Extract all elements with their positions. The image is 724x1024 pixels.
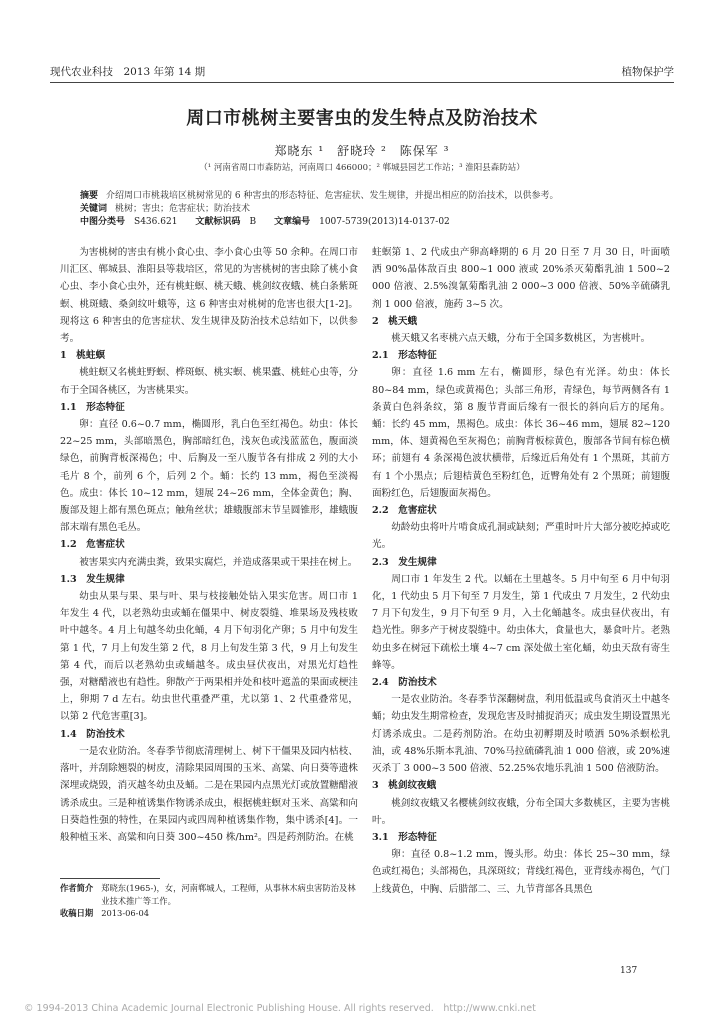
left-column — [60, 244, 358, 846]
paragraph: 卵：直径 0.8~1.2 mm，馒头形。幼虫：体长 25~30 mm，绿色或红褐色；头部褐色，具深斑纹；背线红褐色，亚背线赤褐色，气门上线黄色，中胸、后腊部二、三、九节背部各具黑色 — [372, 849, 670, 895]
author-bio-row — [60, 882, 358, 907]
paragraph: 一是农业防治。冬春季节彻底清理树上、树下干僵果及园内枯枝、落叶，并刮除翘裂的树皮，清除果园周围的玉米、高粱、向日葵等遗株深埋或烧毁，消灭越冬幼虫及蛹。二是在果园内点黑光灯或放置糖醋液诱杀成虫。三是种植诱集作物诱杀成虫，根据桃蛀螟对玉米、高粱和向日葵趋性强的特性，在果园内或四周种植诱集作物，集中诱杀[4]。一般种植玉米、高粱和向日葵 300~450 株/hm²。四是药剂防治。在桃 — [60, 745, 358, 843]
subsection-heading: 1.2 危害症状 — [60, 539, 125, 551]
article-number-value: 1007-5739(2013)14-0137-02 — [319, 217, 450, 227]
article-meta — [80, 190, 644, 229]
received-date-label: 收稿日期 — [60, 908, 94, 918]
author-bio-text: 郑晓东(1965-)，女，河南郸城人，工程师，从事林木病虫害防治及林业技术推广等工作。 — [101, 883, 356, 906]
doc-code-value: B — [249, 217, 257, 227]
keywords-row — [80, 203, 644, 216]
intro-paragraph: 为害桃树的害虫有桃小食心虫、李小食心虫等 50 余种。在周口市川汇区、郸城县、淮阳县等栽培区，常见的为害桃树的害虫除了桃小食心虫、李小食心虫外，还有桃蛀螟、桃天蛾、桃剑纹夜蛾、桃白条紫斑螟、桃斑蛾、桑剑纹叶蛾等，这 6 种害虫对桃树的危害也很大[1-2]。现将这 6 种害虫的危害症状、发生规律及防治技术总结如下，以供参考。 — [60, 247, 358, 345]
section-name: 植物保护学 — [621, 66, 674, 78]
paragraph: 卵：直径 0.6~0.7 mm，椭圆形，乳白色至红褐色。幼虫：体长 22~25 mm，头部暗黑色，胸部暗红色，浅灰色或浅蓝蓝色，腹面淡绿色，前胸背板深褐色；中、后胸及一至八腹节各有排成 2 列的大小毛片 8 个，前列 6 个，后列 2 个。蛹：长约 13 mm，褐色至淡褐色。成虫：体长 10~12 mm，翅展 24~26 mm，全体金黄色；胸、腹部及翅上都有黑色斑点；触角丝状；雄蛾腹部末节呈圆锥形，雄蛾腹部末端有黑色毛丛。 — [60, 419, 358, 534]
subsection-heading: 1.4 防治技术 — [60, 728, 125, 740]
subsection-heading: 1.3 发生规律 — [60, 573, 125, 585]
paragraph: 幼龄幼虫将叶片啃食成孔洞或缺刻；严重时叶片大部分被吃掉或吃光。 — [372, 522, 670, 551]
paragraph: 桃天蛾又名枣桃六点天蛾，分布于全国多数桃区，为害桃叶。 — [391, 333, 651, 345]
section-heading: 2 桃天蛾 — [372, 315, 418, 327]
keywords-label: 关键词 — [80, 204, 108, 214]
paragraph: 蛀螟第 1、2 代成虫产卵高峰期的 6 月 20 日至 7 月 30 日，叶面喷洒 90%晶体敌百虫 800~1 000 液或 20%杀灭菊酯乳油 1 500~2 000 倍液、2.5%溴氰菊酯乳油 2 000~3 000 倍液、50%辛硫磷乳剂 1 000 倍液，施药 3~5 次。 — [372, 247, 670, 310]
subsection-heading: 3.1 形态特征 — [372, 831, 437, 843]
author-bio-label: 作者简介 — [60, 883, 94, 893]
footnote — [60, 882, 358, 920]
received-date-value: 2013-06-04 — [101, 908, 150, 918]
paragraph: 一是农业防治。冬春季节深翻树盘，利用低温或鸟食消灭土中越冬蛹；幼虫发生期常检查，发现危害及时捕捉消灭；成虫发生期设置黑光灯诱杀成虫。二是药剂防治。在幼虫初孵期及时喷洒 50%杀螟松乳油，或 48%乐斯本乳油、70%马拉硫磷乳油 1 000 倍液，或 20%速灭杀丁 3 000~3 500 倍液、52.25%农地乐乳油 1 500 倍液防治。 — [372, 694, 670, 775]
abstract-text: 介绍周口市桃栽培区桃树常见的 6 种害虫的形态特征、危害症状、发生规律，并提出相应的防治技术，以供参考。 — [106, 191, 559, 201]
section-heading: 1 桃蛀螟 — [60, 350, 106, 362]
subsection-heading: 2.2 危害症状 — [372, 505, 437, 517]
paragraph: 幼虫从果与果、果与叶、果与枝接触处钻入果实危害。周口市 1 年发生 4 代，以老熟幼虫或蛹在僵果中、树皮裂缝、堆果场及残枝败叶中越冬。4 月上旬越冬幼虫化蛹，4 月下旬羽化产卵；5 月中旬发生第 1 代，7 月上旬发生第 2 代，8 月上旬发生第 3 代，9 月上旬发生第 4 代，而后以老熟幼虫或蛹越冬。成虫昼伏夜出，对黑光灯趋性强，对糖醋液也有趋性。卵散产于两果相并处和枝叶遮盖的果面或梗洼上，卵期 7 d 左右。幼虫世代重叠严重，尤以第 1、2 代重叠常见，以第 2 代危害重[3]。 — [60, 591, 358, 723]
clc-value: S436.621 — [134, 217, 178, 227]
section-heading: 3 桃剑纹夜蛾 — [372, 780, 437, 792]
page-number: 137 — [620, 966, 638, 976]
running-header — [50, 64, 674, 80]
header-rule — [50, 82, 674, 83]
clc-label: 中图分类号 — [80, 217, 126, 227]
paragraph: 被害果实内充满虫粪，致果实腐烂，并造成落果或干果挂在树上。 — [79, 556, 358, 568]
subsection-heading: 2.4 防治技术 — [372, 677, 437, 689]
subsection-heading: 2.1 形态特征 — [372, 350, 437, 362]
paragraph: 卵：直径 1.6 mm 左右，椭圆形，绿色有光泽。幼虫：体长 80~84 mm，绿色或黄褐色；头部三角形，青绿色，每节两侧各有 1 条黄白色斜条纹，第 8 腹节背面后缘有一很长的斜向后方的尾角。蛹：长约 45 mm，黑褐色。成虫：体长 36~46 mm，翅展 82~120 mm，体、翅黄褐色至灰褐色；前胸背板棕黄色，腹部各节间有棕色横环；前翅有 4 条深褐色波状横带，后缘近后角处有 1 个黑斑，其前方有 1 个小黑点；后翅桔黄色至粉红色，近臀角处有 2 个黑斑；前翅腹面粉红色，后翅腹面灰褐色。 — [372, 367, 670, 499]
article-number-label: 文章编号 — [274, 217, 311, 227]
paragraph: 桃蛀螟又名桃蛀野螟、桦斑螟、桃实螟、桃果蠹、桃蛀心虫等，分布于全国各桃区，为害桃果实。 — [60, 367, 358, 396]
abstract-label: 摘要 — [80, 191, 99, 201]
footnote-rule — [60, 878, 160, 879]
journal-issue: 现代农业科技 2013 年第 14 期 — [50, 66, 206, 78]
paragraph: 桃剑纹夜蛾又名樱桃剑纹夜蛾，分布全国大多数桃区，主要为害桃叶。 — [372, 797, 670, 826]
subsection-heading: 2.3 发生规律 — [372, 556, 437, 568]
article-title: 周口市桃树主要害虫的发生特点及防治技术 — [186, 108, 538, 129]
classification-row — [80, 216, 644, 229]
keywords-text: 桃树；害虫；危害症状；防治技术 — [115, 204, 251, 214]
copyright-notice: © 1994-2013 China Academic Journal Electronic Publishing House. All rights reserved. http://www.cnki.net — [24, 1003, 536, 1014]
subsection-heading: 1.1 形态特征 — [60, 401, 125, 413]
abstract-row — [80, 190, 644, 203]
right-column — [372, 244, 670, 898]
author-line: 郑晓东 ¹ 舒晓玲 ² 陈保军 ³ — [274, 144, 450, 158]
paragraph: 周口市 1 年发生 2 代。以蛹在土里越冬。5 月中旬至 6 月中旬羽化，1 代幼虫 5 月下旬至 7 月发生，第 1 代成虫 7 月发生，2 代幼虫 7 月下旬发生，9 月下旬至 9 月，入土化蛹越冬。成虫昼伏夜出，有趋光性。卵多产于树皮裂缝中。幼虫体大，食量也大，暴食叶片。老熟幼虫多在树冠下疏松土壤 4~7 cm 深处做土室化蛹，幼虫天敌有寄生蜂等。 — [372, 573, 670, 671]
affiliation-line: （¹ 河南省周口市森防站，河南周口 466000；² 郸城县园艺工作站；³ 淮阳县森防站） — [199, 163, 525, 173]
received-date-row — [60, 907, 358, 920]
doc-code-label: 文献标识码 — [195, 217, 241, 227]
